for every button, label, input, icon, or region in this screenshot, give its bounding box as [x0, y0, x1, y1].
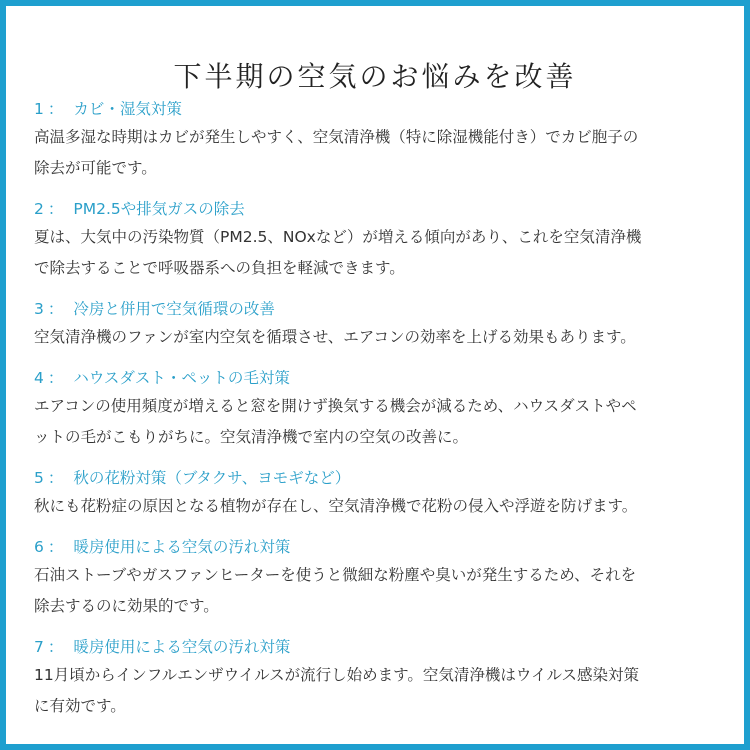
item-separator: ： [47, 369, 64, 387]
item-description-line: エアコンの使用頻度が増えると窓を開けず換気する機会が減るため、ハウスダストやペ [34, 397, 637, 415]
item-description [34, 391, 724, 453]
item-heading-text: 冷房と併用で空気循環の改善 [73, 300, 275, 318]
item-number: 3 [34, 300, 44, 318]
item-description-line: 11月頃からインフルエンザウイルスが流行し始めます。空気清浄機はウイルス感染対策 [34, 666, 640, 684]
item-description-line: 高温多湿な時期はカビが発生しやすく、空気清浄機（特に除湿機能付き）でカビ胞子の [34, 128, 639, 146]
item-description [34, 122, 724, 184]
item-separator: ： [47, 100, 64, 118]
item-description-line: 秋にも花粉症の原因となる植物が存在し、空気清浄機で花粉の侵入や浮遊を防げます。 [34, 497, 638, 515]
item-heading-text: PM2.5や排気ガスの除去 [73, 200, 245, 218]
item-description-line: で除去することで呼吸器系への負担を軽減できます。 [34, 259, 405, 277]
item-heading [34, 298, 724, 320]
item-number: 2 [34, 200, 44, 218]
list-item-5 [34, 467, 724, 522]
item-heading-text: ハウスダスト・ペットの毛対策 [73, 369, 290, 387]
item-heading-text: カビ・湿気対策 [73, 100, 182, 118]
item-description-line: 空気清浄機のファンが室内空気を循環させ、エアコンの効率を上げる効果もあります。 [34, 328, 636, 346]
item-heading [34, 98, 724, 120]
item-description-line: に有効です。 [34, 697, 126, 715]
item-number: 1 [34, 100, 44, 118]
list-item-2 [34, 198, 724, 284]
item-heading [34, 636, 724, 658]
item-separator: ： [47, 638, 64, 656]
item-heading [34, 198, 724, 220]
item-separator: ： [47, 300, 64, 318]
item-heading [34, 536, 724, 558]
item-description [34, 660, 724, 722]
page-title: 下半期の空気のお悩みを改善 [173, 59, 577, 93]
item-description [34, 491, 724, 522]
item-description-line: 石油ストーブやガスファンヒーターを使うと微細な粉塵や臭いが発生するため、それを [34, 566, 637, 584]
item-number: 6 [34, 538, 44, 556]
item-heading-text: 暖房使用による空気の汚れ対策 [73, 538, 291, 556]
improvement-list [34, 98, 724, 722]
item-description-line: 夏は、大気中の汚染物質（PM2.5、NOxなど）が増える傾向があり、これを空気清浄機 [34, 228, 642, 246]
list-item-1 [34, 98, 724, 184]
list-item-3 [34, 298, 724, 353]
item-description [34, 322, 724, 353]
item-heading-text: 暖房使用による空気の汚れ対策 [73, 638, 291, 656]
item-heading-text: 秋の花粉対策（ブタクサ、ヨモギなど） [73, 469, 351, 487]
item-description-line: ットの毛がこもりがちに。空気清浄機で室内の空気の改善に。 [34, 428, 469, 446]
item-number: 7 [34, 638, 44, 656]
item-description-line: 除去が可能です。 [34, 159, 157, 177]
list-item-7 [34, 636, 724, 722]
item-description [34, 222, 724, 284]
item-heading [34, 367, 724, 389]
item-number: 4 [34, 369, 44, 387]
item-separator: ： [47, 200, 64, 218]
item-separator: ： [47, 469, 64, 487]
item-heading [34, 467, 724, 489]
list-item-4 [34, 367, 724, 453]
list-item-6 [34, 536, 724, 622]
item-description [34, 560, 724, 622]
item-separator: ： [47, 538, 64, 556]
item-number: 5 [34, 469, 44, 487]
item-description-line: 除去するのに効果的です。 [34, 597, 219, 615]
